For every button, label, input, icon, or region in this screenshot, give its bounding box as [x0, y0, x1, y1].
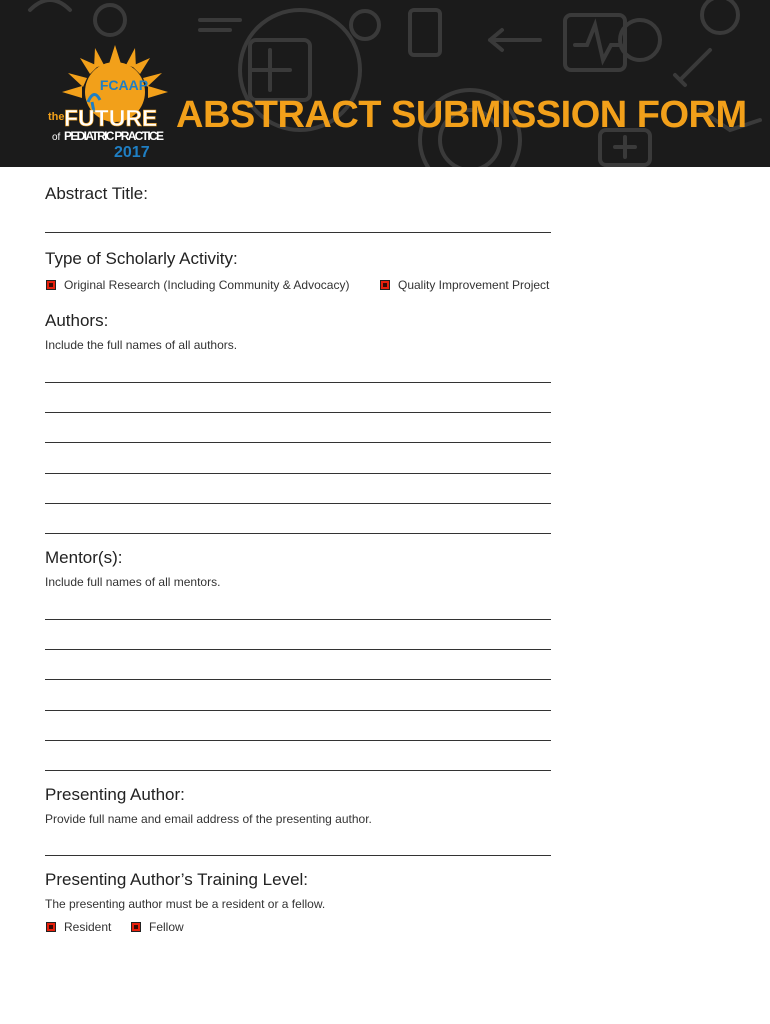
svg-text:the: the: [48, 111, 65, 123]
authors-field-6[interactable]: [45, 533, 551, 534]
abstract-title-field[interactable]: [45, 232, 551, 233]
mentors-field-5[interactable]: [45, 740, 551, 741]
presenting-author-field[interactable]: [45, 855, 551, 856]
svg-text:2017: 2017: [114, 144, 150, 161]
presenting-author-label: Presenting Author:: [45, 785, 185, 804]
authors-field-1[interactable]: [45, 382, 551, 383]
svg-text:FUTURE: FUTURE: [64, 105, 158, 131]
authors-help-text: Include the full names of all authors.: [45, 338, 238, 352]
training-level-help-text: The presenting author must be a resident or a fellow.: [45, 897, 326, 911]
svg-text:FCAAP: FCAAP: [99, 77, 149, 93]
option-resident-label: Resident: [64, 920, 112, 934]
option-fellow-label: Fellow: [149, 920, 184, 934]
mentors-field-2[interactable]: [45, 649, 551, 650]
quality-improvement-checkbox[interactable]: [380, 280, 390, 290]
authors-field-3[interactable]: [45, 442, 551, 443]
option-quality-improvement-label: Quality Improvement Project: [398, 278, 550, 292]
authors-field-4[interactable]: [45, 473, 551, 474]
abstract-title-label: Abstract Title:: [45, 184, 148, 203]
authors-field-2[interactable]: [45, 412, 551, 413]
form-title: ABSTRACT SUBMISSION FORM: [176, 94, 747, 136]
fellow-checkbox[interactable]: [131, 922, 141, 932]
mentors-label: Mentor(s):: [45, 548, 123, 567]
option-original-research-label: Original Research (Including Community & Advocacy): [64, 278, 350, 292]
training-level-label: Presenting Author’s Training Level:: [45, 870, 309, 889]
authors-field-5[interactable]: [45, 503, 551, 504]
authors-label: Authors:: [45, 311, 109, 330]
mentors-field-4[interactable]: [45, 710, 551, 711]
resident-checkbox[interactable]: [46, 922, 56, 932]
option-fellow[interactable]: [131, 920, 184, 934]
header-banner: [0, 0, 770, 167]
scholarly-activity-label: Type of Scholarly Activity:: [45, 249, 238, 268]
option-resident[interactable]: [46, 920, 111, 934]
mentors-field-1[interactable]: [45, 619, 551, 620]
future-pediatric-practice-logo: [40, 40, 180, 162]
mentors-field-3[interactable]: [45, 679, 551, 680]
presenting-author-help-text: Provide full name and email address of the presenting author.: [45, 812, 372, 826]
option-quality-improvement[interactable]: [380, 278, 549, 292]
svg-text:of: of: [52, 132, 61, 143]
mentors-field-6[interactable]: [45, 770, 551, 771]
svg-text:PEDIATRIC PRACTICE: PEDIATRIC PRACTICE: [64, 129, 164, 143]
original-research-checkbox[interactable]: [46, 280, 56, 290]
mentors-help-text: Include full names of all mentors.: [45, 575, 221, 589]
option-original-research[interactable]: [46, 278, 349, 292]
